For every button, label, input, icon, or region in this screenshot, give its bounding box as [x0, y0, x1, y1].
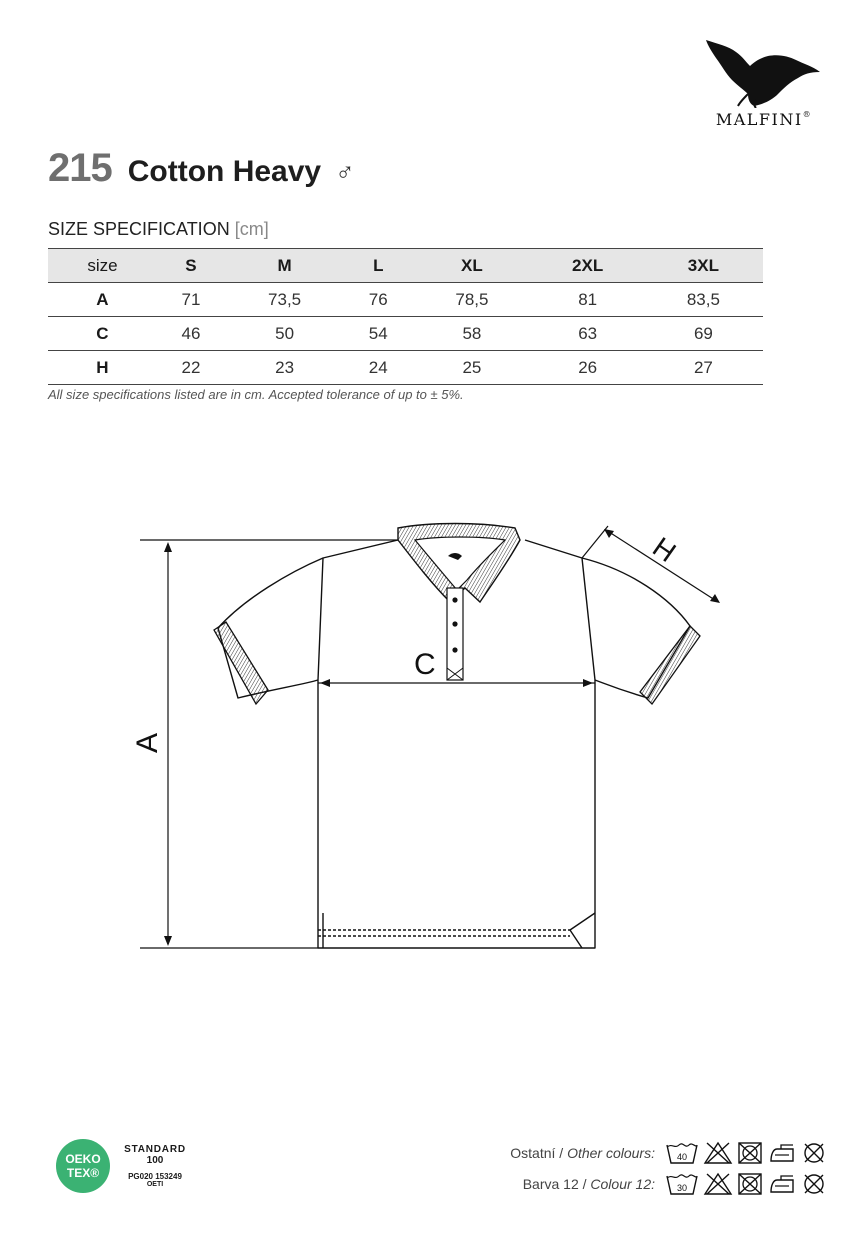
care-icons	[665, 1172, 827, 1196]
table-row	[48, 317, 763, 351]
table-cell: 81	[578, 289, 598, 309]
wash-30-icon	[665, 1172, 699, 1196]
left-sleeve	[218, 558, 323, 698]
size-col-l: L	[373, 255, 384, 275]
button-icon	[452, 647, 457, 652]
product-number: 215	[48, 146, 112, 190]
shirt-body-outline	[318, 680, 595, 948]
oeko-tex-standard: STANDARD 100 PG020 153249 OETI	[124, 1144, 186, 1188]
no-dry-clean-icon	[801, 1141, 827, 1165]
wash-40-icon	[665, 1141, 699, 1165]
no-bleach-icon	[703, 1141, 733, 1165]
table-cell: 83,5	[686, 289, 720, 309]
svg-text:40: 40	[676, 1152, 688, 1162]
male-gender-icon: ♂	[335, 157, 355, 187]
care-row-other-colours	[510, 1140, 827, 1166]
table-cell: 25	[462, 357, 482, 377]
size-col-2xl: 2XL	[572, 255, 604, 275]
no-tumble-dry-icon	[737, 1141, 763, 1165]
size-col-xl: XL	[461, 255, 483, 275]
table-cell: 76	[368, 289, 388, 309]
table-row	[48, 351, 763, 385]
size-col-s: S	[185, 255, 197, 275]
dimension-label-h: H	[647, 531, 682, 569]
iron-icon	[767, 1172, 797, 1196]
left-cuff	[214, 622, 268, 704]
button-icon	[452, 597, 457, 602]
table-cell: 46	[181, 323, 201, 343]
row-label-c: C	[96, 323, 109, 343]
table-cell: 26	[578, 357, 598, 377]
table-cell: 23	[275, 357, 295, 377]
no-bleach-icon	[703, 1172, 733, 1196]
table-cell: 69	[693, 323, 713, 343]
care-label: Ostatní / Other colours:	[510, 1145, 655, 1161]
polo-shirt-diagram	[130, 518, 730, 958]
care-icons	[665, 1141, 827, 1165]
dimension-label-c: C	[414, 648, 436, 681]
product-name: Cotton Heavy	[127, 155, 322, 188]
size-header-label: size	[87, 255, 118, 275]
table-cell: 73,5	[268, 289, 302, 309]
dimension-label-a: A	[131, 732, 165, 754]
brand-logo	[700, 36, 828, 132]
table-cell: 63	[578, 323, 598, 343]
size-table	[48, 248, 763, 385]
table-row	[48, 283, 763, 317]
table-cell: 22	[181, 357, 201, 377]
no-tumble-dry-icon	[737, 1172, 763, 1196]
table-cell: 50	[275, 323, 295, 343]
table-cell: 27	[693, 357, 713, 377]
tolerance-note: All size specifications listed are in cm. Accepted tolerance of up to ± 5%.	[48, 387, 464, 402]
care-row-colour-12	[523, 1171, 827, 1197]
table-cell: 24	[368, 357, 388, 377]
row-label-a: A	[96, 289, 109, 309]
size-header-row	[48, 249, 763, 283]
right-sleeve	[582, 558, 690, 698]
button-icon	[452, 621, 457, 626]
eagle-icon	[704, 36, 822, 108]
product-title	[48, 146, 355, 196]
table-cell: 54	[368, 323, 388, 343]
no-dry-clean-icon	[801, 1172, 827, 1196]
row-label-h: H	[96, 357, 109, 377]
care-label: Barva 12 / Colour 12:	[522, 1176, 655, 1192]
size-spec-heading: SIZE SPECIFICATION [cm]	[48, 219, 269, 239]
svg-text:30: 30	[676, 1183, 688, 1193]
brand-name: MALFINI®	[715, 110, 813, 129]
size-col-m: M	[277, 255, 292, 275]
table-cell: 71	[181, 289, 201, 309]
table-cell: 58	[462, 323, 482, 343]
iron-icon	[767, 1141, 797, 1165]
right-cuff	[640, 626, 700, 704]
table-cell: 78,5	[455, 289, 489, 309]
oeko-tex-badge: OEKO TEX®	[56, 1139, 110, 1193]
size-col-3xl: 3XL	[687, 255, 719, 275]
